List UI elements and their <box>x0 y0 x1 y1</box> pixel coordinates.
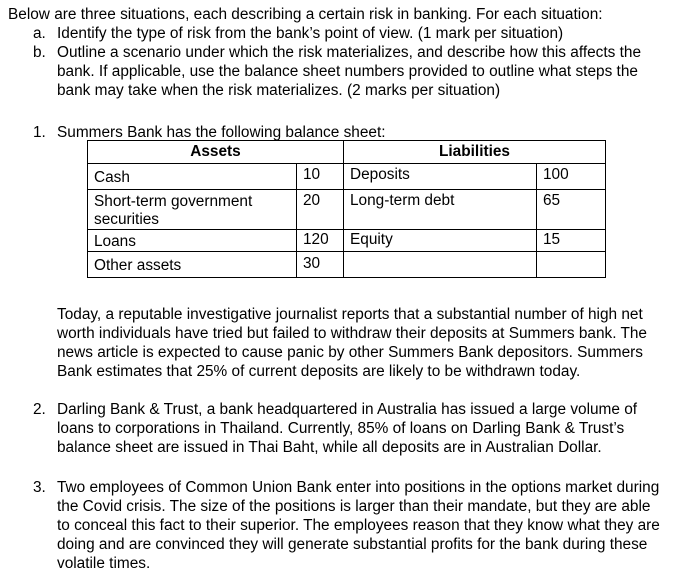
intro-text: Below are three situations, each describing a certain risk in banking. For each situation: <box>8 6 603 23</box>
asset-name: Short-term government securities <box>88 190 297 230</box>
situation-1-line: worth individuals have tried but failed to withdraw their deposits at Summers bank. The <box>57 325 647 342</box>
situation-3-line: the Covid crisis. The size of the positions is larger than their mandate, but they are able <box>57 498 651 515</box>
liability-value: 15 <box>537 230 606 252</box>
liability-name: Equity <box>344 230 537 252</box>
table-row <box>88 164 606 190</box>
instruction-b-line: bank. If applicable, use the balance sheet numbers provided to outline what steps the <box>57 63 638 80</box>
situation-2-line: Darling Bank & Trust, a bank headquartered in Australia has issued a large volume of <box>57 401 638 418</box>
instruction-a-marker: a. <box>33 25 46 42</box>
situation-1-marker: 1. <box>33 124 46 141</box>
asset-value: 120 <box>297 230 344 252</box>
liability-value <box>537 252 606 278</box>
liabilities-header: Liabilities <box>344 141 606 164</box>
situation-1-line: Bank estimates that 25% of current deposits are likely to be withdrawn today. <box>57 363 581 380</box>
table-row <box>88 252 606 278</box>
table-header-row <box>88 141 606 164</box>
situation-1-line: Today, a reputable investigative journalist reports that a substantial number of high net <box>57 306 643 323</box>
liability-value: 65 <box>537 190 606 230</box>
asset-name: Loans <box>88 230 297 252</box>
assets-header: Assets <box>88 141 344 164</box>
liability-name <box>344 252 537 278</box>
situation-3-marker: 3. <box>33 479 46 496</box>
table-row <box>88 190 606 230</box>
liability-name: Long-term debt <box>344 190 537 230</box>
situation-3-line: doing and are convinced they will generate substantial profits for the bank during these <box>57 536 648 553</box>
asset-value: 30 <box>297 252 344 278</box>
liability-value: 100 <box>537 164 606 190</box>
asset-name: Other assets <box>88 252 297 278</box>
instruction-b-marker: b. <box>33 44 46 61</box>
asset-value: 20 <box>297 190 344 230</box>
situation-2-marker: 2. <box>33 401 46 418</box>
situation-1-heading: Summers Bank has the following balance sheet: <box>57 124 386 141</box>
instruction-b-line: Outline a scenario under which the risk materializes, and describe how this affects the <box>57 44 642 61</box>
balance-sheet-table <box>87 140 606 278</box>
instruction-b-line: bank may take when the risk materializes. (2 marks per situation) <box>57 82 501 99</box>
instruction-a-text: Identify the type of risk from the bank’s point of view. (1 mark per situation) <box>57 25 564 42</box>
table-row <box>88 230 606 252</box>
situation-1-line: news article is expected to cause panic by other Summers Bank depositors. Summers <box>57 344 643 361</box>
situation-3-line: to conceal this fact to their superior. The employees reason that they know what they are <box>57 517 660 534</box>
situation-3-line: volatile times. <box>57 555 151 572</box>
liability-name: Deposits <box>344 164 537 190</box>
situation-3-line: Two employees of Common Union Bank enter into positions in the options market during <box>57 479 660 496</box>
situation-2-line: balance sheet are issued in Thai Baht, while all deposits are in Australian Dollar. <box>57 439 602 456</box>
asset-name: Cash <box>88 164 297 190</box>
asset-value: 10 <box>297 164 344 190</box>
situation-2-line: loans to corporations in Thailand. Currently, 85% of loans on Darling Bank & Trust’s <box>57 420 625 437</box>
